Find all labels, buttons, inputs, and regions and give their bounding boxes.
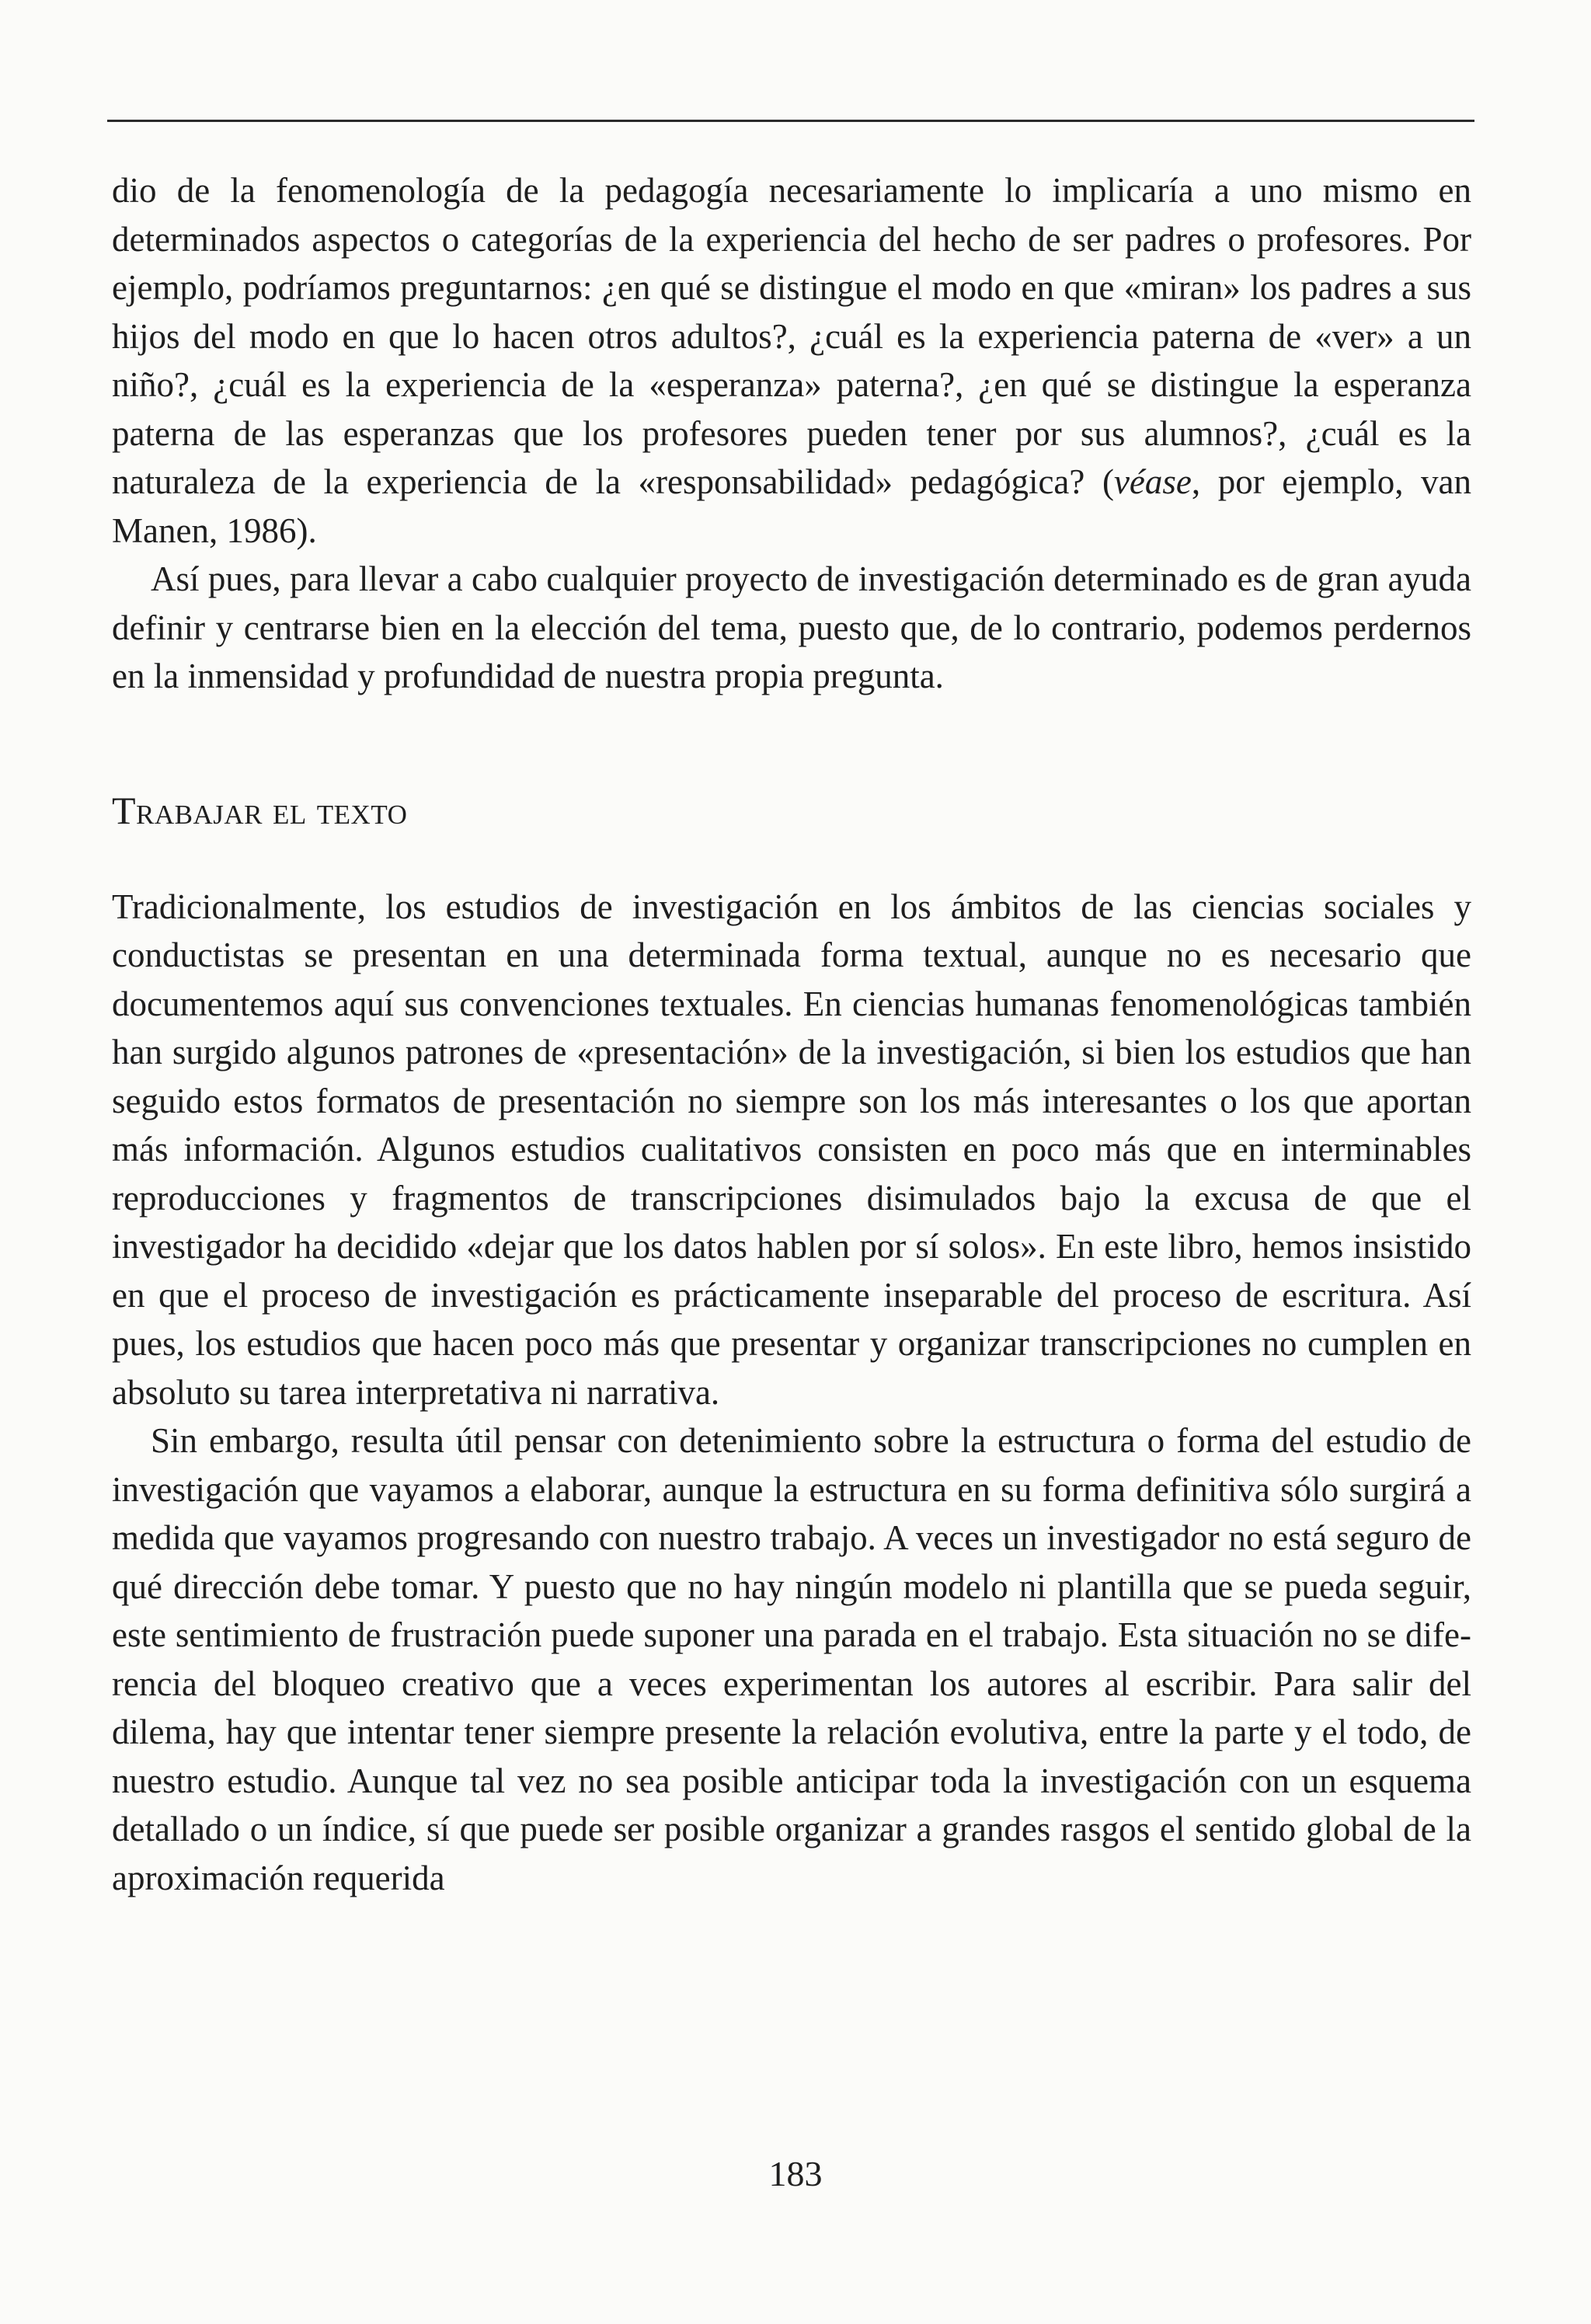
- paragraph-text: dio de la fenomenología de la pedagogía necesariamente lo implicaría a uno mismo en determinados aspectos o categorías de la experiencia del hecho de ser padres o profesores. Por ejemplo, podríamos preguntarnos: ¿en qué se distingue el modo en que «miran» los padres a sus hijos del modo en que lo hacen otros adultos?, ¿cuál es la experiencia paterna de «ver» a un niño?, ¿cuál es la experiencia de la «esperanza» paterna?, ¿en qué se distingue la esperanza paterna de las esperanzas que los profesores pueden tener por sus alumnos?, ¿cuál es la naturaleza de la experiencia de la «responsabilidad» pedagógica? (: [112, 171, 1471, 501]
- section-heading: Trabajar el texto: [112, 788, 408, 832]
- paragraph: [112, 555, 1471, 701]
- paragraph-text: Así pues, para llevar a cabo cualquier proyecto de investigación determinado es de gran ayuda definir y centrarse bien en la elección del tema, puesto que, de lo contrario, podemos perdernos en la inmensidad y profundidad de nuestra propia pregunta.: [112, 559, 1471, 695]
- paragraph-text: Tradicionalmente, los estudios de investigación en los ámbitos de las ciencias sociales y conductistas se presentan en una determinada forma textual, aunque no es necesario que documentemos aquí sus convenciones textuales. En ciencias humanas fenomenológicas también han surgido algunos patrones de «presentación» de la investigación, si bien los estudios que han seguido estos formatos de presentación no siempre son los más interesantes o los que aportan más información. Algunos estudios cualitativos consisten en poco más que en interminables reproducciones y fragmentos de transcripciones disimulados bajo la excusa de que el investigador ha decidido «dejar que los datos hablen por sí solos». En este libro, hemos insistido en que el proceso de investigación es prácticamente inseparable del proceso de escritura. Así pues, los estudios que hacen poco más que presentar y organizar transcripciones no cumplen en absoluto su tarea interpretativa ni narrativa.: [112, 887, 1471, 1412]
- paragraphs-before-heading: [112, 166, 1471, 701]
- paragraphs-after-heading: [112, 883, 1471, 1903]
- page-number: 183: [768, 2154, 823, 2193]
- paragraph: [112, 166, 1471, 555]
- paragraph: [112, 1416, 1471, 1902]
- paragraph-text: , por ejemplo, van Manen, 1986).: [112, 462, 1471, 550]
- heading-spacer: [112, 834, 1471, 883]
- paragraph-text: Sin embargo, resulta útil pensar con detenimiento sobre la estructura o forma del estudio de investigación que vayamos a elaborar, aunque la estructura en su forma definitiva sólo surgirá a medida que vayamos progresando con nuestro trabajo. A veces un investigador no está seguro de qué dirección debe tomar. Y puesto que no hay ningún modelo ni plantilla que se pueda seguir, este sentimiento de frustración puede suponer una parada en el trabajo. Esta situación no se diferencia del bloqueo creativo que a veces experimentan los autores al escribir. Para salir del dilema, hay que intentar tener siempre presente la relación evolutiva, entre la parte y el todo, de nuestro estudio. Aunque tal vez no sea posible anticipar toda la investigación con un esquema detallado o un índice, sí que puede ser posible organizar a grandes rasgos el sentido global de la aproximación requerida: [112, 1421, 1471, 1897]
- italic-text: véase: [1113, 462, 1192, 501]
- header-rule: [107, 120, 1474, 122]
- paragraph: [112, 883, 1471, 1417]
- text-column: [112, 166, 1471, 1902]
